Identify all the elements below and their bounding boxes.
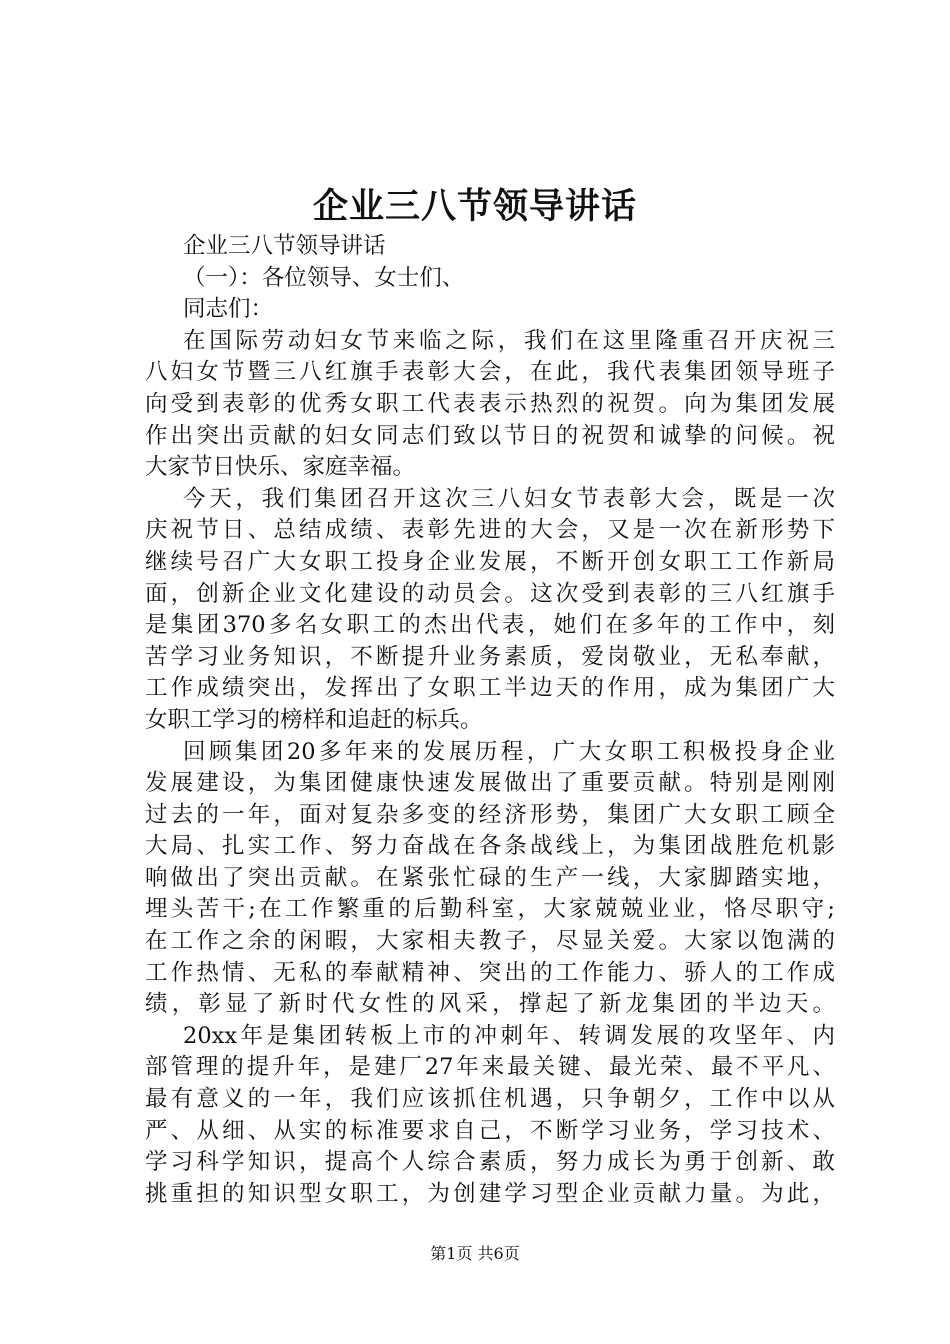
text-line: 向受到表彰的优秀女职工代表表示热烈的祝贺。向为集团发展 [145,390,835,417]
text-line: 工作成绩突出，发挥出了女职工半边天的作用，成为集团广大 [145,675,835,702]
text-line: 在国际劳动妇女节来临之际，我们在这里隆重召开庆祝三 [183,327,835,354]
text-line: 面，创新企业文化建设的动员会。这次受到表彰的三八红旗手 [145,580,835,607]
text-line: 女职工学习的榜样和追赶的标兵。 [145,706,483,733]
text-line: 大局、扎实工作、努力奋战在各条战线上，为集团战胜危机影 [145,833,835,860]
document-title: 企业三八节领导讲话 [312,186,637,227]
text-line: 八妇女节暨三八红旗手表彰大会，在此，我代表集团领导班子 [145,359,835,386]
text-line: 大家节日快乐、家庭幸福。 [145,454,416,481]
text-line: 响做出了突出贡献。在紧张忙碌的生产一线，大家脚踏实地， [145,864,835,891]
text-line: 苦学习业务知识，不断提升业务素质，爱岗敬业，无私奉献， [145,643,835,670]
text-line: 发展建设，为集团健康快速发展做出了重要贡献。特别是刚刚 [145,770,835,797]
text-line: 埋头苦干;在工作繁重的后勤科室，大家兢兢业业，恪尽职守; [145,896,835,923]
text-line: 今天，我们集团召开这次三八妇女节表彰大会，既是一次 [183,485,835,512]
text-line: 学习科学知识，提高个人综合素质，努力成长为勇于创新、敢 [145,1149,835,1176]
text-line: 作出突出贡献的妇女同志们致以节日的祝贺和诚挚的问候。祝 [145,422,835,449]
page-footer: 第1页 共6页 [430,1244,520,1263]
text-line: 同志们： [183,296,274,323]
text-line: 20xx年是集团转板上市的冲刺年、转调发展的攻坚年、内 [183,1022,835,1049]
text-line: 过去的一年，面对复杂多变的经济形势，集团广大女职工顾全 [145,801,835,828]
text-line: 庆祝节日、总结成绩、表彰先进的大会，又是一次在新形势下 [145,517,835,544]
text-line: 绩，彰显了新时代女性的风采，撑起了新龙集团的半边天。 [145,991,835,1018]
text-line: 继续号召广大女职工投身企业发展，不断开创女职工工作新局 [145,548,835,575]
text-line: 最有意义的一年，我们应该抓住机遇，只争朝夕，工作中以从 [145,1086,835,1113]
text-line: 严、从细、从实的标准要求自己，不断学习业务，学习技术、 [145,1117,835,1144]
text-line: （一）：各位领导、女士们、 [183,264,465,291]
text-line: 挑重担的知识型女职工，为创建学习型企业贡献力量。为此， [145,1180,835,1207]
text-line: 回顾集团20多年来的发展历程，广大女职工积极投身企业 [183,738,835,765]
text-line: 在工作之余的闲暇，大家相夫教子，尽显关爱。大家以饱满的 [145,928,835,955]
text-line: 是集团370多名女职工的杰出代表，她们在多年的工作中，刻 [145,612,835,639]
text-line: 工作热情、无私的奉献精神、突出的工作能力、骄人的工作成 [145,959,835,986]
text-line: 部管理的提升年，是建厂27年来最关键、最光荣、最不平凡、 [145,1054,835,1081]
text-line: 企业三八节领导讲话 [183,233,386,259]
document-body [145,231,835,1210]
